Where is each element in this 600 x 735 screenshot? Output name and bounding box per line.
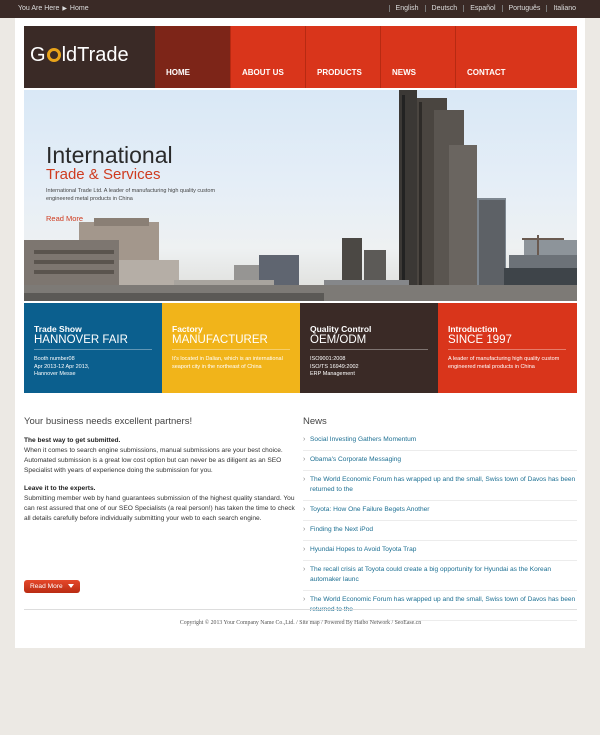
nav-contact-label: CONTACT <box>467 68 506 77</box>
news-link[interactable]: Toyota: How One Failure Begets Another <box>310 506 430 513</box>
news-list <box>303 431 577 621</box>
feature-label: Quality Control <box>310 324 372 334</box>
nav-products[interactable] <box>305 26 380 88</box>
feature-divider <box>448 349 566 350</box>
logo[interactable] <box>30 44 129 67</box>
feature-label: Factory <box>172 324 203 334</box>
nav-news-label: NEWS <box>392 68 416 77</box>
language-espanol[interactable]: Español <box>463 5 501 12</box>
feature-factory[interactable] <box>162 303 300 393</box>
nav-about-us[interactable] <box>230 26 305 88</box>
top-bar <box>0 0 600 18</box>
feature-text-line: It's located in Dalian, which is an international seaport city in the northeast of China <box>172 356 283 370</box>
feature-text-line: Apr 2013-12 Apr 2013, <box>34 363 90 370</box>
chevron-right-icon: › <box>303 566 306 573</box>
read-more-button[interactable] <box>24 580 80 593</box>
nav-home-label: HOME <box>166 68 190 77</box>
nav-news[interactable] <box>380 26 455 88</box>
news-link[interactable]: Obama's Corporate Messaging <box>310 456 402 463</box>
hero-banner <box>24 90 577 301</box>
language-english[interactable]: English <box>389 5 425 12</box>
feature-label: Introduction <box>448 324 498 334</box>
logo-text-start: G <box>30 44 46 66</box>
news-link[interactable]: The World Economic Forum has wrapped up and the small, Swiss town of Davos has been <box>310 596 576 603</box>
news-link[interactable]: The recall crisis at Toyota could create a big opportunity for Hyundai as the Korean automaker launc <box>310 566 552 583</box>
hero-title: International <box>46 142 173 168</box>
footer-sitemap-link[interactable]: Site map <box>299 620 320 626</box>
chevron-right-icon: › <box>303 526 306 533</box>
feature-text <box>172 356 296 371</box>
news-item[interactable] <box>303 591 577 621</box>
partners-title: Your business needs excellent partners! <box>24 416 193 427</box>
feature-text <box>34 356 158 379</box>
read-more-label: Read More <box>30 583 63 590</box>
feature-introduction[interactable] <box>438 303 577 393</box>
feature-label: Trade Show <box>34 324 82 334</box>
hero-description: International Trade Ltd. A leader of manufacturing high quality custom engineered metal products in China <box>46 188 216 202</box>
language-portugues[interactable]: Português <box>502 5 547 12</box>
news-item[interactable] <box>303 501 577 521</box>
news-link[interactable]: Finding the Next iPod <box>310 526 374 533</box>
partners-heading-2: Leave it to the experts. <box>24 485 96 492</box>
feature-boxes <box>24 303 577 393</box>
footer <box>24 620 577 626</box>
logo-o-icon <box>47 48 61 62</box>
page-container <box>15 18 585 648</box>
nav-about-us-label: ABOUT US <box>242 68 284 77</box>
feature-title: MANUFACTURER <box>172 334 268 346</box>
main-nav <box>155 26 577 88</box>
footer-copyright: Copyright © 2013 Your Company Name Co.,Ltd. <box>179 620 295 626</box>
footer-separator: / <box>391 620 395 626</box>
language-deutsch[interactable]: Deutsch <box>425 5 464 12</box>
feature-title: SINCE 1997 <box>448 334 512 346</box>
breadcrumb-arrow-icon: ▶ <box>62 6 67 12</box>
feature-text-line: ISO9001:2008 <box>310 356 346 362</box>
footer-powered-link[interactable]: Powered By Haibo Network <box>324 620 391 626</box>
feature-text-line: ISO/TS 16949:2002 <box>310 363 359 370</box>
chevron-right-icon: › <box>303 436 306 443</box>
feature-title: OEM/ODM <box>310 334 367 346</box>
news-link[interactable]: Social Investing Gathers Momentum <box>310 436 417 443</box>
feature-text <box>448 356 572 371</box>
nav-contact[interactable] <box>455 26 577 88</box>
news-item[interactable] <box>303 471 577 501</box>
news-item[interactable] <box>303 541 577 561</box>
feature-title: HANNOVER FAIR <box>34 334 128 346</box>
breadcrumb-label: You Are Here <box>18 5 60 12</box>
news-item[interactable] <box>303 431 577 451</box>
header <box>24 26 577 88</box>
feature-text-line: Hannover Messe <box>34 371 76 377</box>
breadcrumb <box>18 5 89 12</box>
news-item[interactable] <box>303 561 577 591</box>
footer-separator: / <box>321 620 325 626</box>
hero-read-more-link[interactable]: Read More <box>46 214 84 223</box>
chevron-down-icon <box>68 584 74 588</box>
news-item[interactable] <box>303 521 577 541</box>
feature-text <box>310 356 434 379</box>
news-link[interactable]: Hyundai Hopes to Avoid Toyota Trap <box>310 546 417 553</box>
feature-text-line: Booth number08 <box>34 356 75 362</box>
hero-subtitle: Trade & Services <box>46 166 161 183</box>
language-selector <box>389 5 582 12</box>
partners-text <box>24 436 299 532</box>
footer-seo-link[interactable]: SeoEase.cn <box>394 620 422 626</box>
feature-text-line: ERP Management <box>310 371 355 377</box>
language-italiano[interactable]: Italiano <box>546 5 582 12</box>
partners-paragraph-2: Submitting member web by hand guarantees submission of the highest quality standard. You can rest assured that one of our SEO Specialists (a real person!) has taken the time to check all details carefully before individually submitting your web to each search engine. <box>24 495 295 522</box>
feature-quality-control[interactable] <box>300 303 438 393</box>
footer-divider <box>24 609 577 610</box>
feature-divider <box>34 349 152 350</box>
feature-text-line: A leader of manufacturing high quality custom engineered metal products in China <box>448 356 560 370</box>
feature-trade-show[interactable] <box>24 303 162 393</box>
feature-divider <box>310 349 428 350</box>
news-item[interactable] <box>303 451 577 471</box>
nav-home[interactable] <box>155 26 230 88</box>
chevron-right-icon: › <box>303 456 306 463</box>
chevron-right-icon: › <box>303 476 306 483</box>
chevron-right-icon: › <box>303 596 306 603</box>
partners-paragraph-1: When it comes to search engine submissions, manual submissions are your best choice. Automated submission is a great low cost option but can never be as diligent as an SEO Specialist with years of experience doing the submission for you. <box>24 447 283 474</box>
feature-divider <box>172 349 290 350</box>
logo-text-end: ldTrade <box>61 44 129 66</box>
breadcrumb-home-link[interactable]: Home <box>69 5 89 12</box>
nav-products-label: PRODUCTS <box>317 68 362 77</box>
news-link[interactable]: The World Economic Forum has wrapped up and the small, Swiss town of Davos has been returned to the <box>310 476 576 493</box>
partners-heading-1: The best way to get submitted. <box>24 437 121 444</box>
footer-separator: / <box>296 620 300 626</box>
news-title: News <box>303 416 327 427</box>
chevron-right-icon: › <box>303 546 306 553</box>
chevron-right-icon: › <box>303 506 306 513</box>
